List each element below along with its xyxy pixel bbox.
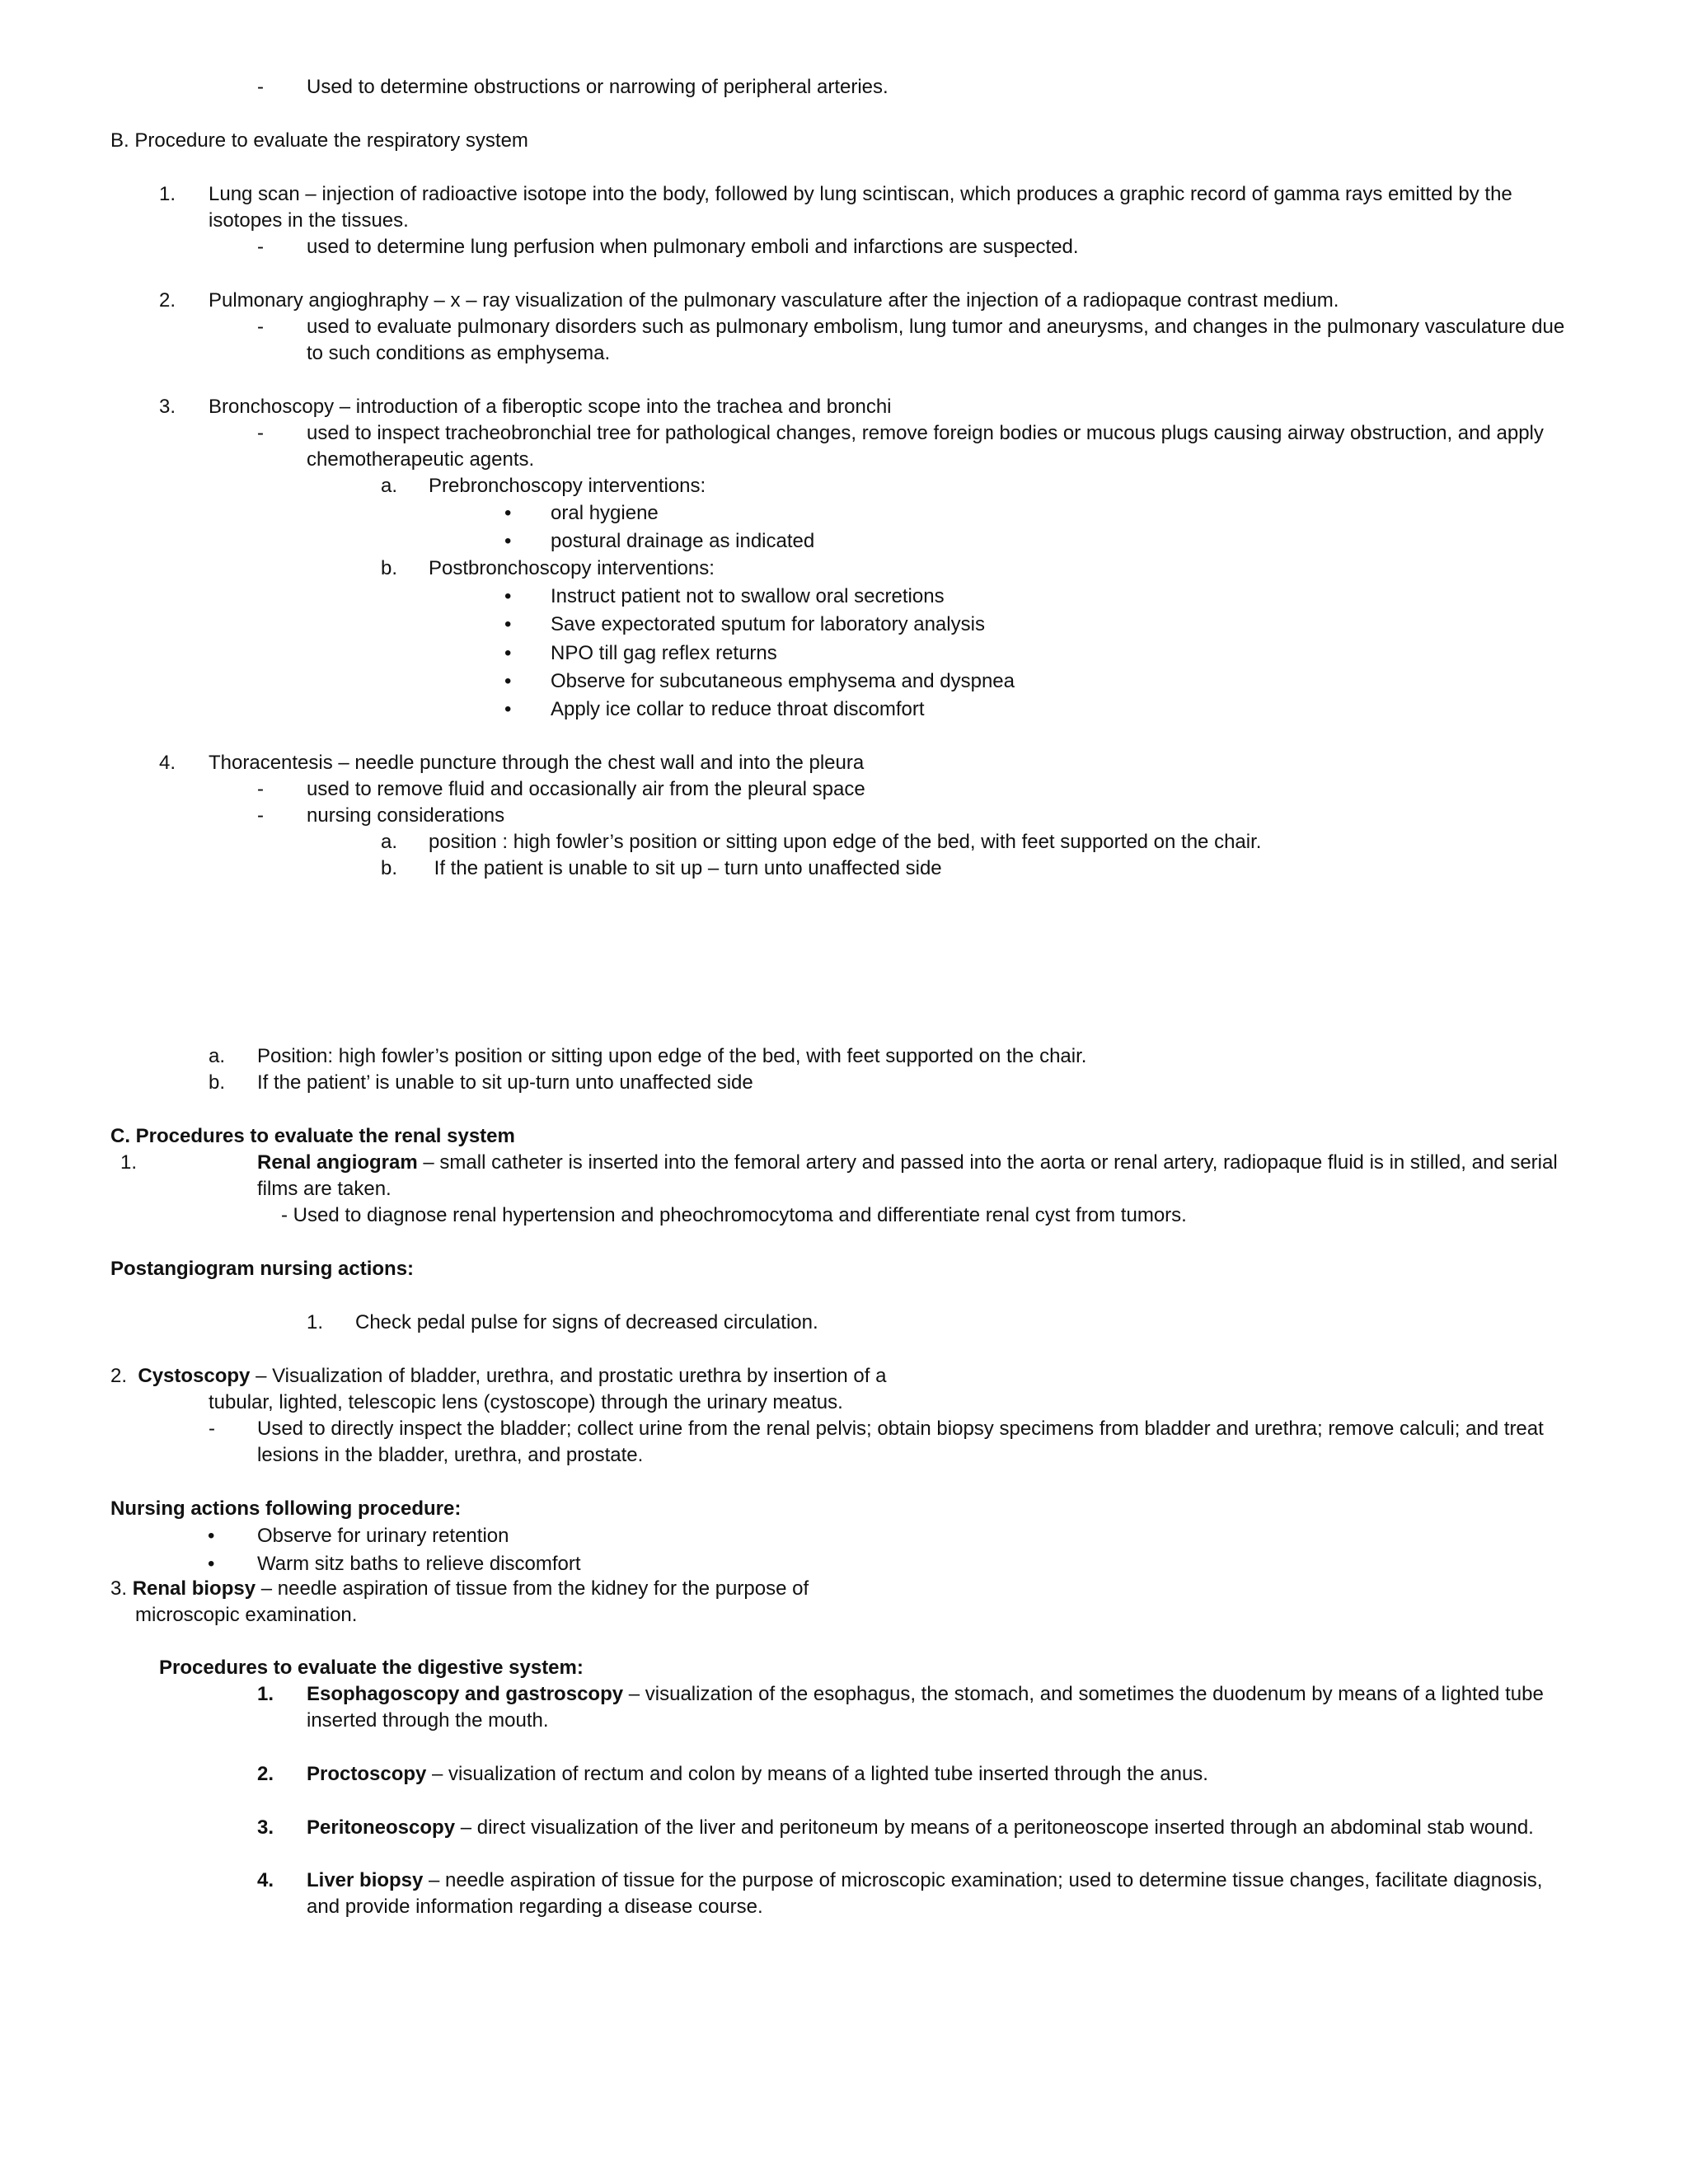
list-item-text: used to inspect tracheobronchial tree for pathological changes, remove foreign bodies or mucous plugs causing airway obstruction, and apply	[307, 422, 1544, 444]
list-number: 1.	[120, 1151, 138, 1174]
bullet-text: Instruct patient not to swallow oral secretions	[551, 585, 945, 607]
term: Esophagoscopy and gastroscopy	[307, 1683, 624, 1705]
list-item-text: lesions in the bladder, urethra, and prostate.	[257, 1444, 644, 1466]
list-number: 2.	[110, 1365, 128, 1387]
list-dash: -	[257, 804, 264, 827]
list-item-text: microscopic examination.	[135, 1604, 358, 1626]
bullet: •	[504, 613, 512, 635]
list-number: 1.	[307, 1311, 324, 1333]
term: Renal angiogram	[257, 1151, 418, 1174]
sublist-text: position : high fowler’s position or sitting upon edge of the bed, with feet supported on the chair.	[429, 831, 1262, 853]
list-dash: -	[257, 76, 264, 98]
list-dash: -	[209, 1418, 215, 1440]
bullet-text: Apply ice collar to reduce throat discomfort	[551, 698, 925, 720]
bullet-text: oral hygiene	[551, 502, 659, 524]
section-heading: C. Procedures to evaluate the renal system	[110, 1125, 515, 1147]
term: Renal biopsy	[132, 1577, 256, 1600]
list-item-text: used to determine lung perfusion when pulmonary emboli and infarctions are suspected.	[307, 236, 1079, 258]
list-dash: -	[257, 236, 264, 258]
section-heading: B. Procedure to evaluate the respiratory system	[110, 129, 528, 152]
sublist-letter: b.	[209, 1071, 226, 1094]
definition: – direct visualization of the liver and peritoneum by means of a peritoneoscope inserted through an abdominal stab wound.	[455, 1816, 1534, 1839]
list-item-text	[257, 1150, 1558, 1176]
subheading: Nursing actions following procedure:	[110, 1497, 462, 1520]
sublist-letter: b.	[381, 857, 398, 879]
sublist-text: If the patient’ is unable to sit up-turn unto unaffected side	[257, 1071, 753, 1094]
list-item-text: Bronchoscopy – introduction of a fiberoptic scope into the trachea and bronchi	[209, 396, 892, 418]
sublist-letter: a.	[381, 831, 398, 853]
definition: – needle aspiration of tissue for the purpose of microscopic examination; used to determine tissue changes, facilitate diagnosis,	[423, 1869, 1543, 1891]
bullet-text: Warm sitz baths to relieve discomfort	[257, 1553, 581, 1575]
sublist-text: Postbronchoscopy interventions:	[429, 557, 715, 579]
list-number: 2.	[257, 1763, 274, 1785]
bullet: •	[504, 670, 512, 692]
sublist-text: Prebronchoscopy interventions:	[429, 475, 706, 497]
list-item-text: isotopes in the tissues.	[209, 209, 409, 232]
term: Liver biopsy	[307, 1869, 424, 1891]
bullet-text: postural drainage as indicated	[551, 530, 815, 552]
list-item-text: Used to directly inspect the bladder; collect urine from the renal pelvis; obtain biopsy specimens from bladder and urethra; remove calculi; and treat	[257, 1418, 1544, 1440]
list-number: 3.	[159, 396, 176, 418]
list-item-text: nursing considerations	[307, 804, 505, 827]
list-item-text: used to evaluate pulmonary disorders such as pulmonary embolism, lung tumor and aneurysms, and changes in the pulmonary vasculature due	[307, 316, 1565, 338]
bullet-text: Observe for urinary retention	[257, 1525, 509, 1547]
list-dash: -	[257, 422, 264, 444]
section-heading: Procedures to evaluate the digestive system:	[159, 1657, 584, 1679]
list-item-text: Lung scan – injection of radioactive isotope into the body, followed by lung scintiscan, which produces a graphic record of gamma rays emitted by the	[209, 183, 1512, 205]
list-number: 4.	[257, 1869, 274, 1891]
list-item-text: - Used to diagnose renal hypertension and pheochromocytoma and differentiate renal cyst from tumors.	[281, 1204, 1187, 1226]
list-number: 3.	[110, 1577, 128, 1600]
term: Peritoneoscopy	[307, 1816, 456, 1839]
term: Cystoscopy	[138, 1365, 251, 1387]
sublist-letter: a.	[209, 1045, 226, 1067]
bullet: •	[504, 698, 512, 720]
list-number: 2.	[159, 289, 176, 312]
list-item-text: Thoracentesis – needle puncture through the chest wall and into the pleura	[209, 752, 865, 774]
bullet: •	[504, 642, 512, 664]
list-item-text: Check pedal pulse for signs of decreased circulation.	[355, 1311, 818, 1333]
list-item-text: to such conditions as emphysema.	[307, 342, 611, 364]
bullet-text: NPO till gag reflex returns	[551, 642, 777, 664]
list-item-text: and provide information regarding a disease course.	[307, 1896, 763, 1918]
list-item-text	[307, 1681, 1544, 1708]
definition: – visualization of the esophagus, the stomach, and sometimes the duodenum by means of a lighted tube	[623, 1683, 1544, 1705]
definition: – visualization of rectum and colon by means of a lighted tube inserted through the anus.	[426, 1763, 1208, 1785]
definition: – needle aspiration of tissue from the kidney for the purpose of	[256, 1577, 809, 1600]
list-item-text: films are taken.	[257, 1178, 392, 1200]
list-item-text: chemotherapeutic agents.	[307, 448, 535, 471]
term: Proctoscopy	[307, 1763, 427, 1785]
definition: – small catheter is inserted into the femoral artery and passed into the aorta or renal artery, radiopaque fluid is in stilled, and serial	[417, 1151, 1558, 1174]
list-number: 4.	[159, 752, 176, 774]
list-item-text: inserted through the mouth.	[307, 1709, 549, 1732]
list-item-text: used to remove fluid and occasionally air from the pleural space	[307, 778, 865, 800]
sublist-text: If the patient is unable to sit up – turn unto unaffected side	[429, 857, 942, 879]
bullet: •	[504, 530, 512, 552]
list-item-text: Pulmonary angioghraphy – x – ray visualization of the pulmonary vasculature after the injection of a radiopaque contrast medium.	[209, 289, 1339, 312]
sublist-letter: b.	[381, 557, 398, 579]
bullet: •	[208, 1525, 215, 1547]
sublist-letter: a.	[381, 475, 398, 497]
list-item-text	[110, 1363, 886, 1390]
bullet: •	[504, 502, 512, 524]
list-item-text	[110, 1576, 809, 1602]
list-item-text	[307, 1815, 1534, 1841]
list-number: 3.	[257, 1816, 274, 1839]
sublist-text: Position: high fowler’s position or sitting upon edge of the bed, with feet supported on the chair.	[257, 1045, 1087, 1067]
list-number: 1.	[159, 183, 176, 205]
list-dash: -	[257, 316, 264, 338]
list-item-text: Used to determine obstructions or narrowing of peripheral arteries.	[307, 76, 889, 98]
bullet: •	[504, 585, 512, 607]
list-item-text	[307, 1761, 1208, 1788]
bullet: •	[208, 1553, 215, 1575]
list-dash: -	[257, 778, 264, 800]
list-item-text: tubular, lighted, telescopic lens (cystoscope) through the urinary meatus.	[209, 1391, 843, 1413]
subheading: Postangiogram nursing actions:	[110, 1258, 415, 1280]
definition: – Visualization of bladder, urethra, and prostatic urethra by insertion of a	[250, 1365, 887, 1387]
bullet-text: Save expectorated sputum for laboratory analysis	[551, 613, 985, 635]
bullet-text: Observe for subcutaneous emphysema and dyspnea	[551, 670, 1015, 692]
list-number: 1.	[257, 1683, 274, 1705]
list-item-text	[307, 1868, 1542, 1894]
